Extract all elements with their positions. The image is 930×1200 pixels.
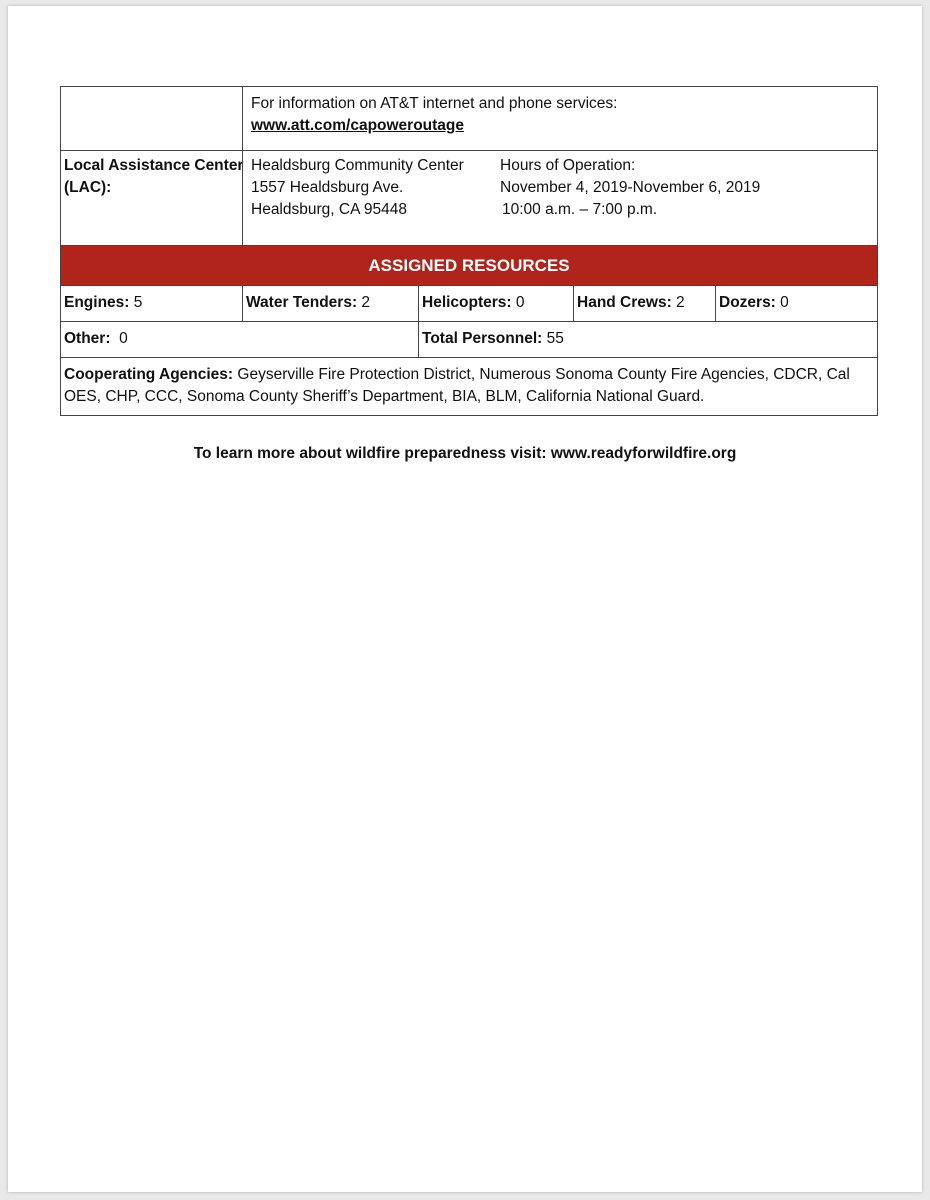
total-personnel-cell xyxy=(418,321,878,358)
assigned-resources-banner xyxy=(60,245,878,286)
lac-details-cell xyxy=(242,150,878,246)
lac-hours-title: Hours of Operation: xyxy=(500,157,636,174)
total-personnel-entry xyxy=(422,328,564,350)
cooperating-agencies-line1 xyxy=(64,364,850,386)
hand-crews-label: Hand Crews: xyxy=(577,294,672,311)
helicopters-entry xyxy=(422,292,525,314)
water-tenders-value: 2 xyxy=(357,294,371,311)
att-info-text: For information on AT&T internet and phone services: xyxy=(251,95,618,112)
other-value: 0 xyxy=(110,330,128,347)
engines-label: Engines: xyxy=(64,294,130,311)
wildfire-preparedness-footer: To learn more about wildfire preparedness visit: www.readyforwildfire.org xyxy=(193,445,737,462)
lac-hours-dates: November 4, 2019-November 6, 2019 xyxy=(500,179,761,196)
hand-crews-cell xyxy=(573,285,716,322)
helicopters-label: Helicopters: xyxy=(422,294,512,311)
engines-value: 5 xyxy=(129,294,143,311)
dozers-cell xyxy=(715,285,878,322)
lac-location-name: Healdsburg Community Center xyxy=(251,157,464,174)
cooperating-agencies-label: Cooperating Agencies: xyxy=(64,366,234,383)
hand-crews-value: 2 xyxy=(671,294,685,311)
cooperating-agencies-text-1: Geyserville Fire Protection District, Numerous Sonoma County Fire Agencies, CDCR, Cal xyxy=(233,366,850,383)
lac-label-line2: (LAC): xyxy=(64,179,112,196)
lac-hours-times: 10:00 a.m. – 7:00 p.m. xyxy=(502,201,658,218)
other-entry xyxy=(64,328,128,350)
lac-label-cell xyxy=(60,150,243,246)
assigned-resources-title: ASSIGNED RESOURCES xyxy=(368,256,570,275)
att-outage-link[interactable]: www.att.com/capoweroutage xyxy=(251,117,465,134)
lac-location-city: Healdsburg, CA 95448 xyxy=(251,201,407,218)
engines-cell xyxy=(60,285,243,322)
engines-entry xyxy=(64,292,142,314)
hand-crews-entry xyxy=(577,292,685,314)
other-cell xyxy=(60,321,419,358)
lac-location-street: 1557 Healdsburg Ave. xyxy=(251,179,404,196)
total-personnel-value: 55 xyxy=(542,330,564,347)
document-page xyxy=(8,6,922,1192)
dozers-entry xyxy=(719,292,789,314)
dozers-value: 0 xyxy=(775,294,789,311)
info-row-label-cell xyxy=(60,86,243,151)
water-tenders-label: Water Tenders: xyxy=(246,294,358,311)
dozers-label: Dozers: xyxy=(719,294,776,311)
lac-label-line1: Local Assistance Center xyxy=(64,157,244,174)
helicopters-cell xyxy=(418,285,574,322)
water-tenders-entry xyxy=(246,292,370,314)
other-label: Other: xyxy=(64,330,111,347)
total-personnel-label: Total Personnel: xyxy=(422,330,543,347)
water-tenders-cell xyxy=(242,285,419,322)
cooperating-agencies-text-2: OES, CHP, CCC, Sonoma County Sheriff’s Department, BIA, BLM, California National Guard. xyxy=(64,388,705,405)
cooperating-agencies-cell xyxy=(60,357,878,416)
info-row-content-cell xyxy=(242,86,878,151)
helicopters-value: 0 xyxy=(511,294,525,311)
